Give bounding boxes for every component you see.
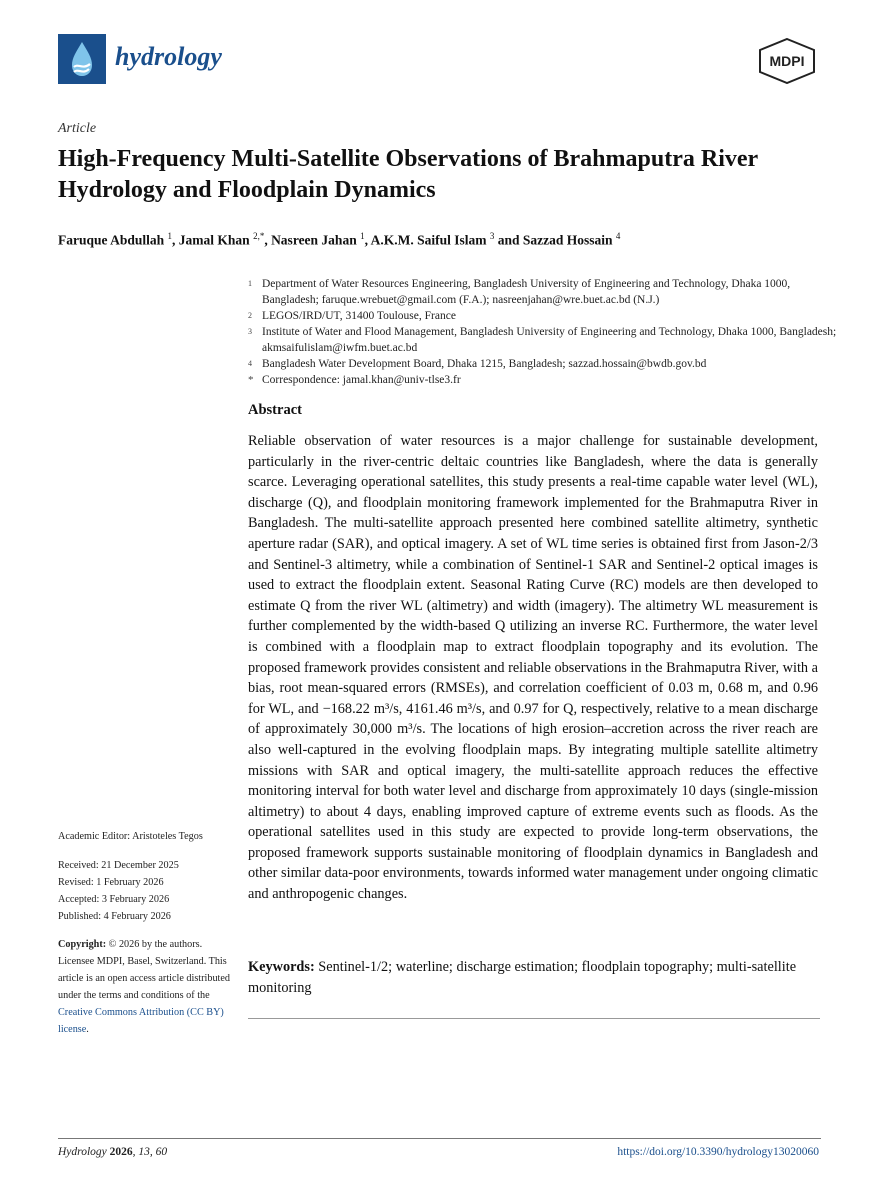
copyright-label: Copyright: [58,939,107,950]
footer-volume-page: , 13, 60 [132,1146,168,1158]
affiliations [248,276,848,388]
section-divider [248,1018,820,1019]
affiliation-item [248,308,848,324]
author-name: Nasreen Jahan [271,232,357,248]
affiliation-text: Institute of Water and Flood Management, Bangladesh University of Engineering and Technology, Dhaka 1000, Bangladesh; akmsaifulislam@iwfm.buet.ac.bd [262,326,837,354]
correspondence-text: Correspondence: jamal.khan@univ-tlse3.fr [262,374,461,386]
affiliation-text: Department of Water Resources Engineering, Bangladesh University of Engineering and Technology, Dhaka 1000, Bangladesh; faruque.wrebuet@gmail.com (F.A.); nasreenjahan@wre.buet.ac.bd (N.J.) [262,278,791,306]
author-separator: , [264,232,272,248]
published-date: Published: 4 February 2026 [58,911,171,922]
author-affil-mark: 1 [360,231,365,241]
accepted-date: Accepted: 3 February 2026 [58,894,170,905]
copyright-notice [58,936,233,1038]
correspondence-item [248,372,848,388]
author-list [58,231,620,249]
article-type: Article [58,121,97,136]
author-affil-mark: 1 [167,231,173,241]
affiliation-mark: 4 [248,359,252,368]
author-affil-mark: 3 [489,231,495,241]
journal-logo-icon [58,34,106,84]
footer-divider [58,1138,821,1139]
academic-editor: Academic Editor: Aristoteles Tegos [58,831,203,842]
author-name: Jamal Khan [178,232,250,248]
affiliation-mark: * [248,374,254,386]
keywords-text: Sentinel-1/2; waterline; discharge estimation; floodplain topography; multi-satellite monitoring [248,959,797,996]
doi-link[interactable]: https://doi.org/10.3390/hydrology13020060 [617,1146,819,1158]
copyright-end: . [86,1024,89,1035]
affiliation-item [248,324,848,356]
footer-citation [58,1146,167,1158]
affiliation-mark: 1 [248,279,252,288]
mdpi-logo-text: MDPI [769,53,805,69]
abstract-heading: Abstract [248,402,302,418]
author-separator: , [364,232,371,248]
journal-name: hydrology [115,42,222,71]
affiliation-text: Bangladesh Water Development Board, Dhaka 1215, Bangladesh; sazzad.hossain@bwdb.gov.bd [262,358,707,370]
affiliation-text: LEGOS/IRD/UT, 31400 Toulouse, France [262,310,456,322]
affiliation-mark: 3 [248,327,252,336]
footer-year: 2026 [109,1146,133,1158]
abstract-text: Reliable observation of water resources is a major challenge for sustainable development, particularly in the river-centric deltaic countries like Bangladesh, where the data is generally scarce. Leveraging operational satellites, this study presents a real-time capable water level (WL), discharge (Q), and floodplain monitoring framework implemented for the Brahmaputra River in Bangladesh. The multi-satellite approach presented here combined satellite altimetry, synthetic aperture radar (SAR), and optical imagery. A set of WL time series is obtained first from Jason-2/3 and Sentinel-3 altimetry, while a combination of Sentinel-1 SAR and Sentinel-2 optical images is used to extract the floodplain extent. Seasonal Rating Curve (RC) models are then developed to estimate Q from the river WL (altimetry) and width (imagery). The altimetry WL measurement is further complemented by the width-based Q utilizing an inverse RC. Furthermore, the water level is combined with a floodplain map to extract floodplain topography and its evolution. The proposed framework provides consistent and reliable observations in the Brahmaputra River, with a bias, root mean-squared errors (RMSEs), and correlation coefficient of 0.03 m, 0.68 m, and 0.96 for WL, and −168.22 m³/s, 4161.46 m³/s, and 0.97 for Q, respectively, relative to a mean discharge of approximately 30,000 m³/s. The locations of high erosion–accretion across the river reach are also well-captured in the evolving floodplain maps. By integrating multiple satellite altimetry missions with SAR and optical imagery, the multi-satellite approach reduces the effective monitoring interval for both water level and discharge from approximately 10 days (single-mission altimetry) to about 4 days, enabling improved capture of extreme events such as floods. As the operational satellites used in this study are expected to provide long-term observations, the proposed framework supports sustainable monitoring of floodplain dynamics in Bangladesh and other similar data-poor environments, towards informed water management under ongoing climatic and anthropogenic changes. [248,433,818,903]
author-affil-mark: 4 [615,231,621,241]
author-name: Faruque Abdullah [58,232,165,248]
author-name: A.K.M. Saiful Islam [370,232,487,248]
affiliation-item [248,276,848,308]
license-link[interactable]: Creative Commons Attribution (CC BY) license [58,1007,224,1035]
affiliation-item [248,356,848,372]
revised-date: Revised: 1 February 2026 [58,877,164,888]
copyright-text: © 2026 by the authors. Licensee MDPI, Basel, Switzerland. This article is an open access article distributed under the terms and conditions of the [58,939,230,1001]
author-affil-mark: 2,* [253,231,265,241]
author-separator: , [172,232,179,248]
paper-title: High-Frequency Multi-Satellite Observations of Brahmaputra River Hydrology and Floodplain Dynamics [58,146,758,203]
mdpi-logo-icon [756,38,818,84]
footer-journal: Hydrology [58,1146,107,1158]
affiliation-mark: 2 [248,311,252,320]
received-date: Received: 21 December 2025 [58,860,179,871]
keywords-label: Keywords: [248,959,315,975]
author-separator: and [494,232,523,248]
author-name: Sazzad Hossain [522,232,613,248]
keywords [248,957,818,998]
